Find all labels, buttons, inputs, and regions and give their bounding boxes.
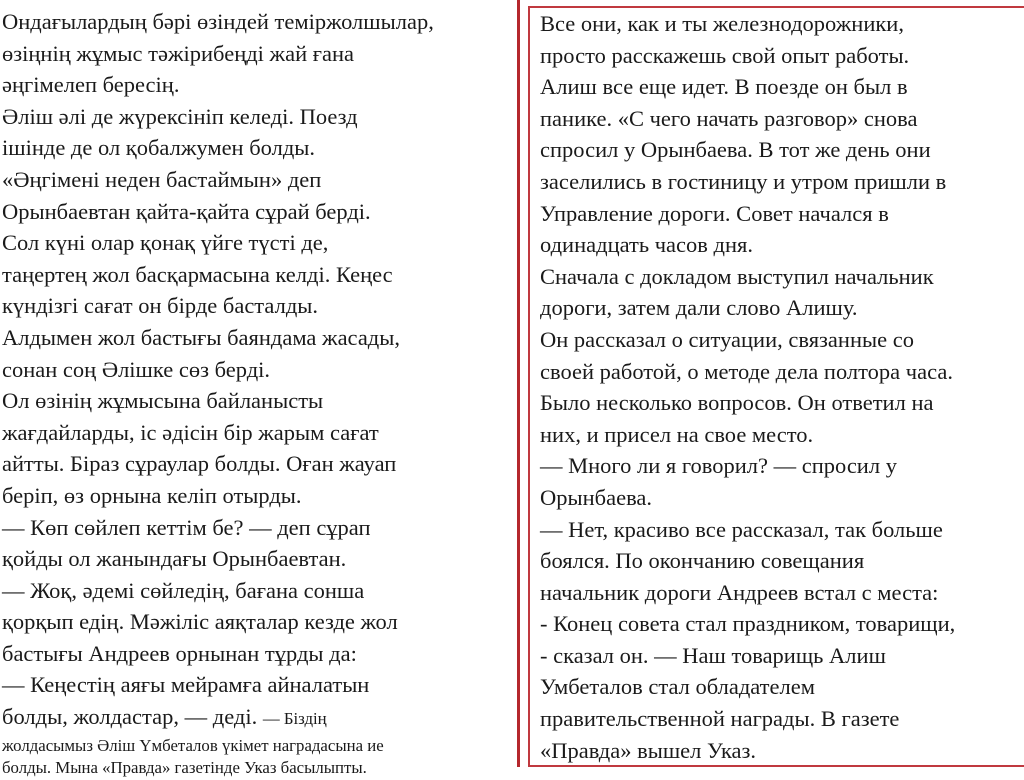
text-line: панике. «С чего начать разговор» снова <box>540 105 918 131</box>
text-line: начальник дороги Андреев встал с места: <box>540 579 939 605</box>
text-line: бастығы Андреев орнынан тұрды да: <box>2 640 357 666</box>
text-line: Ондағылардың бәрі өзіндей теміржолшылар, <box>2 9 434 34</box>
text-line: заселились в гостиницу и утром пришли в <box>540 168 947 194</box>
text-line: Алдымен жол бастығы баяндама жасады, <box>2 324 400 350</box>
text-line-mixed <box>2 701 514 735</box>
russian-text-column <box>528 6 1024 767</box>
text-line-small-tail: — Біздің <box>262 709 327 729</box>
text-line: «Әңгімені неден бастаймын» деп <box>2 166 322 192</box>
text-line: — Нет, красиво все рассказал, так больше <box>540 516 943 542</box>
text-line: них, и присел на свое место. <box>540 421 814 447</box>
text-line-small: жолдасымыз Әліш Үмбеталов үкімет наградасына ие <box>2 735 384 755</box>
text-line: — Көп сөйлеп кеттім бе? — деп сұрап <box>2 514 371 540</box>
text-line: дороги, затем дали слово Алишу. <box>540 295 858 321</box>
text-line: күндізгі сағат он бірде басталды. <box>2 293 319 319</box>
text-line: Управление дороги. Совет начался в <box>540 200 889 226</box>
text-line: спросил у Орынбаева. В тот же день они <box>540 137 931 163</box>
text-line: «Правда» вышел Указ. <box>540 737 757 763</box>
text-line: беріп, өз орнына келіп отырды. <box>2 482 302 508</box>
text-line: Әліш әлі де жүрексініп келеді. Поезд <box>2 103 358 129</box>
text-line: — Кеңестің аяғы мейрамға айналатын <box>2 672 370 698</box>
text-line: әңгімелеп бересің. <box>2 72 180 98</box>
text-line: айтты. Біраз сұраулар болды. Оған жауап <box>2 451 397 477</box>
text-line: одинадцать часов дня. <box>540 232 753 258</box>
text-line: қорқып едің. Мәжіліс аяқталар кезде жол <box>2 609 398 635</box>
text-line-small: болды. Мына «Правда» газетінде Указ басылыпты. <box>2 758 367 778</box>
text-line: правительственной награды. В газете <box>540 706 900 732</box>
text-line: боялся. По окончанию совещания <box>540 548 865 574</box>
text-line: Сол күні олар қонақ үйге түсті де, <box>2 230 329 256</box>
kazakh-text-column <box>2 6 514 778</box>
text-line: Умбеталов стал обладателем <box>540 674 815 700</box>
text-line: сонан соң Әлішке сөз берді. <box>2 356 271 382</box>
text-line: Орынбаева. <box>540 484 653 510</box>
text-line: қойды ол жанындағы Орынбаевтан. <box>2 546 347 572</box>
text-line: Он рассказал о ситуации, связанные со <box>540 326 914 352</box>
text-line: Было несколько вопросов. Он ответил на <box>540 390 934 416</box>
text-line: өзіңнің жұмыс тәжірибеңді жай ғана <box>2 40 355 66</box>
text-line: — Жоқ, әдемі сөйледің, бағана сонша <box>2 577 365 603</box>
text-line-main: болды, жолдастар, — деді. <box>2 704 263 730</box>
text-line: - сказал он. — Наш товарищь Алиш <box>540 642 886 668</box>
text-line: Орынбаевтан қайта-қайта сұрай берді. <box>2 198 371 224</box>
text-line: ішінде де ол қобалжумен болды. <box>2 135 316 161</box>
text-line: Ол өзінің жұмысына байланысты <box>2 388 324 414</box>
text-line: Все они, как и ты железнодорожники, <box>540 11 904 36</box>
text-line: - Конец совета стал праздником, товарищи, <box>540 611 956 637</box>
text-line: просто расскажешь свой опыт работы. <box>540 42 910 68</box>
text-line: Сначала с докладом выступил начальник <box>540 263 934 289</box>
text-line: таңертең жол басқармасына келді. Кеңес <box>2 261 393 287</box>
text-line: Алиш все еще идет. В поезде он был в <box>540 74 908 100</box>
text-line: — Много ли я говорил? — спросил у <box>540 453 897 479</box>
text-line: своей работой, о методе дела полтора часа. <box>540 358 953 384</box>
column-divider <box>517 0 520 767</box>
text-line: жағдайларды, іс әдісін бір жарым сағат <box>2 419 379 445</box>
